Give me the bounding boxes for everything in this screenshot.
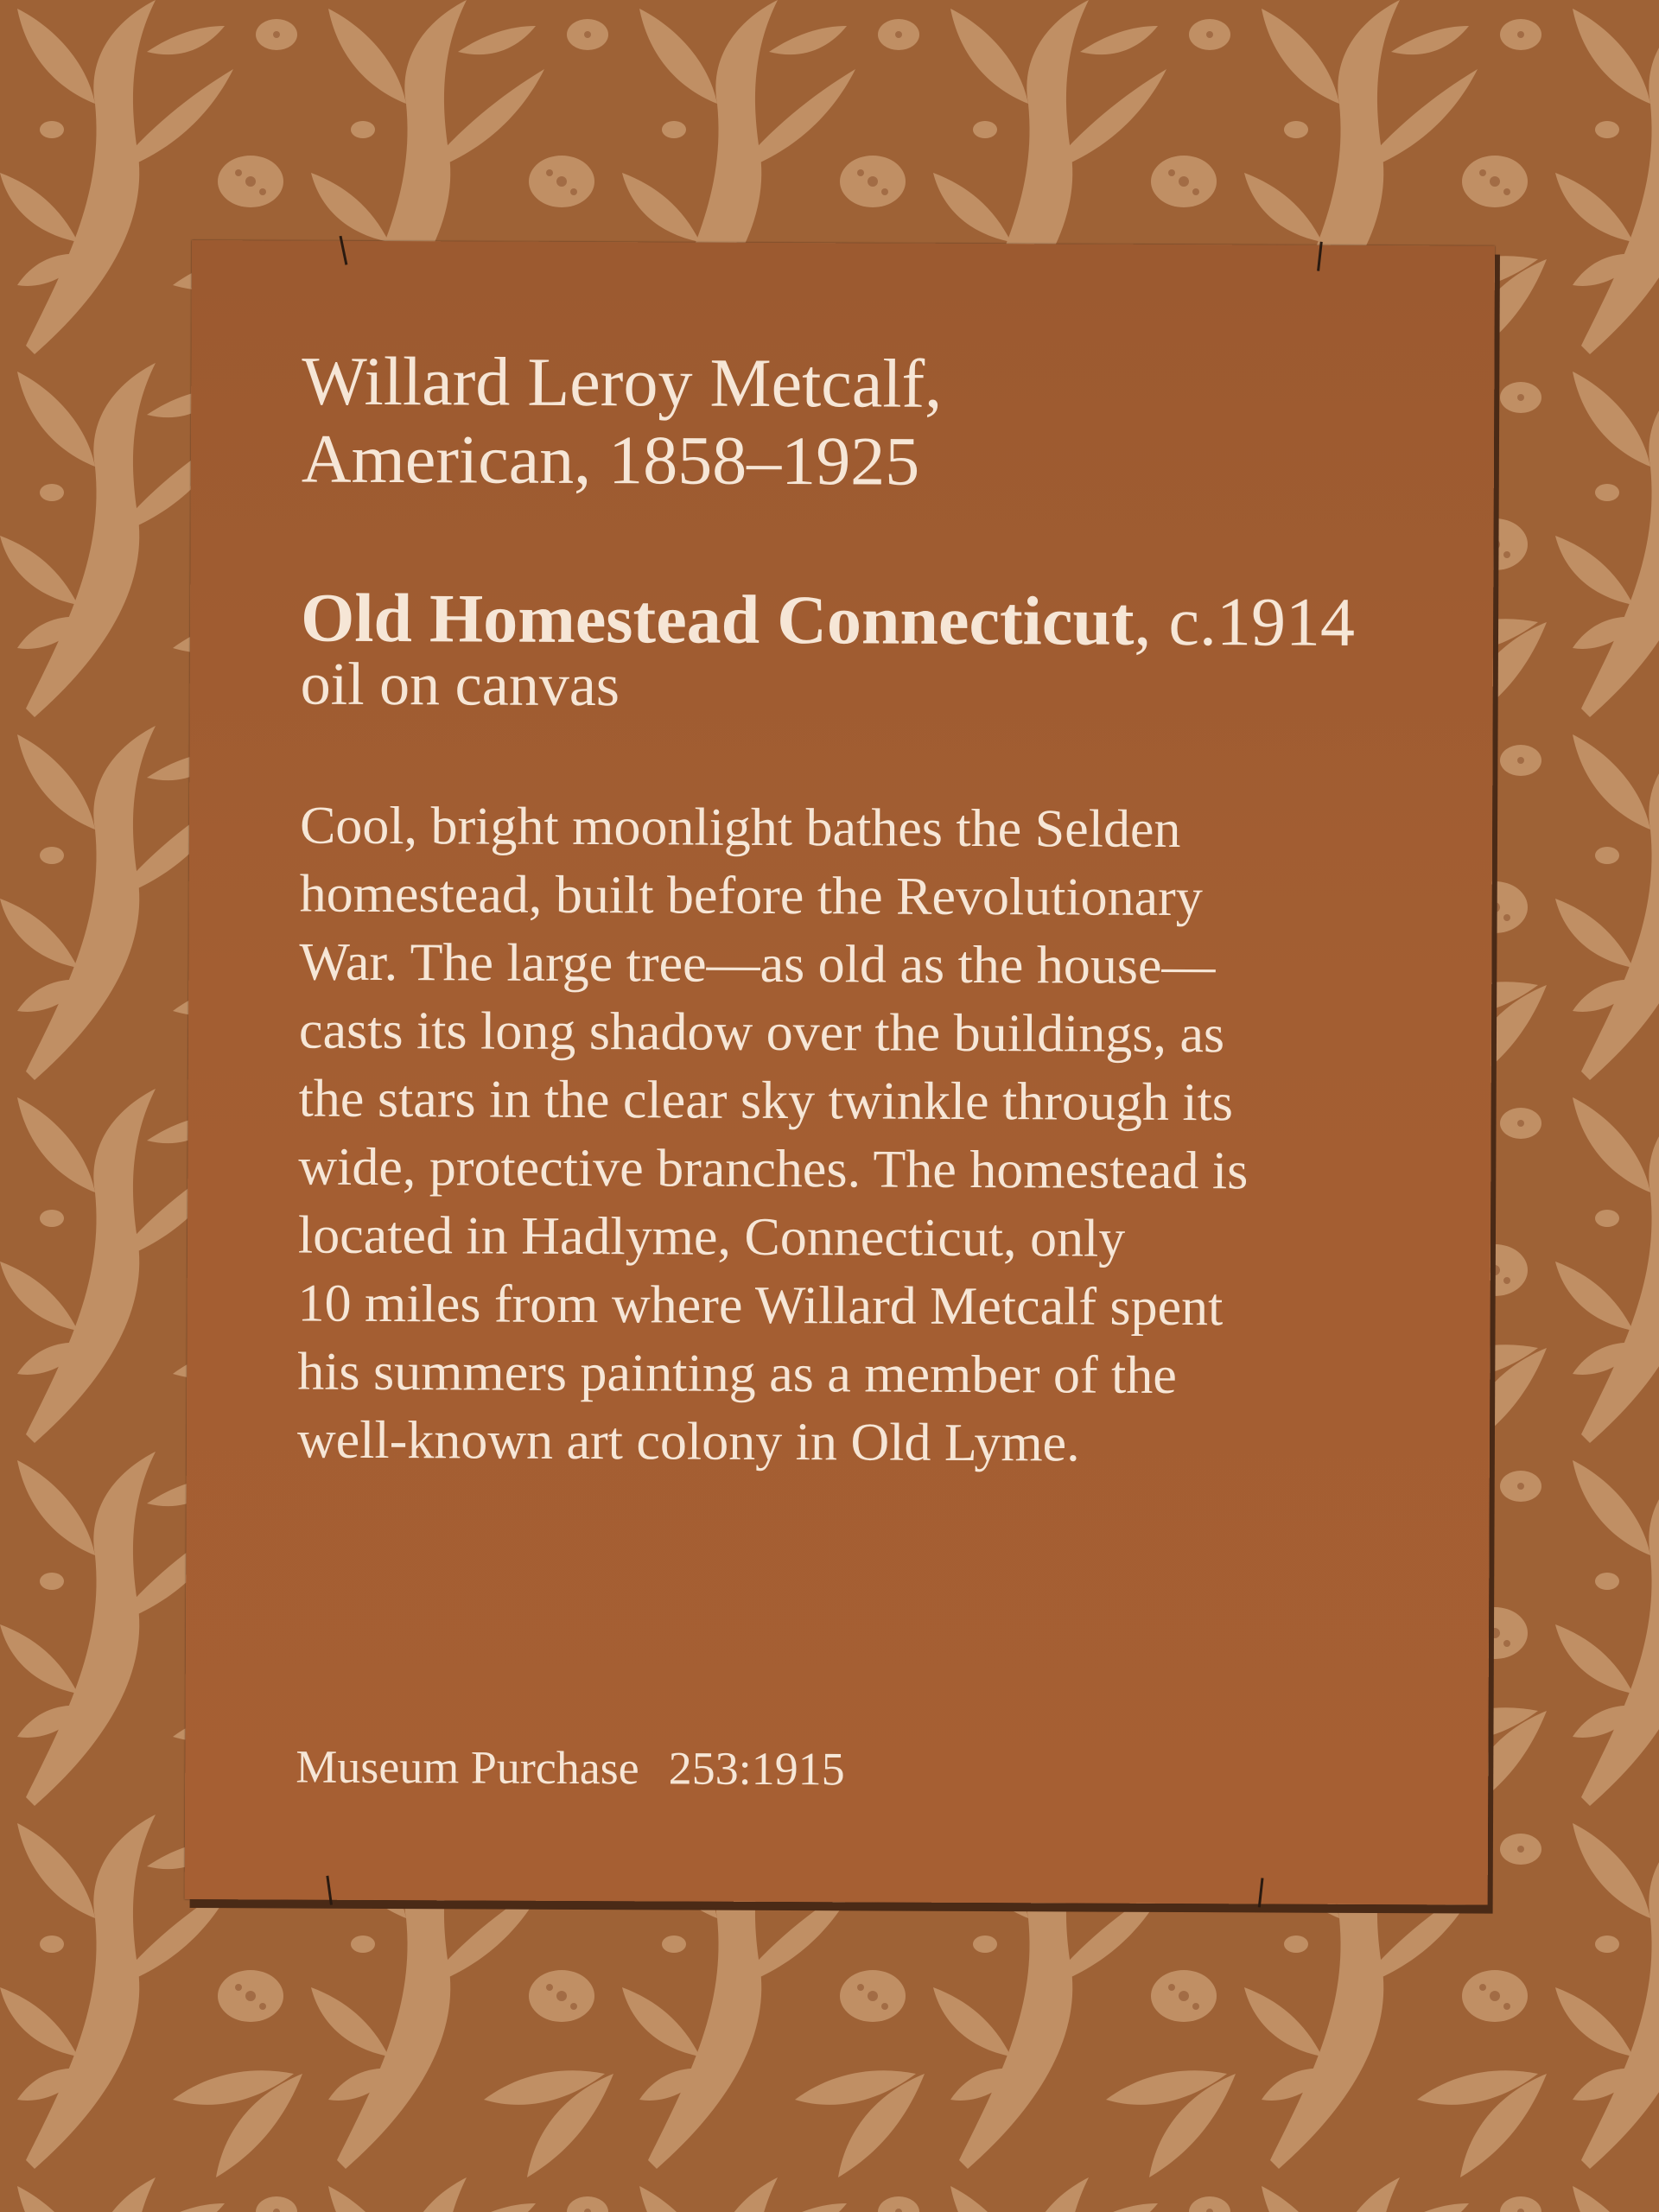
artwork-description: [297, 792, 1414, 1480]
artwork-title-line: [301, 580, 1355, 662]
artist-nationality-dates: American, 1858–1925: [301, 421, 920, 500]
credit-text: Museum Purchase: [296, 1740, 639, 1795]
description-line: his summers painting as a member of the: [297, 1342, 1178, 1405]
description-line: homestead, built before the Revolutionary: [299, 864, 1203, 928]
description-line: located in Hadlyme, Connecticut, only: [297, 1205, 1126, 1268]
credit-line: [296, 1739, 845, 1797]
description-line: War. The large tree—as old as the house—: [299, 932, 1216, 996]
artist-name: Willard Leroy Metcalf,: [302, 343, 943, 423]
description-line: Cool, bright moonlight bathes the Selden: [299, 796, 1181, 859]
description-line: 10 miles from where Willard Metcalf spent: [297, 1274, 1224, 1338]
accession-number: 253:1915: [668, 1742, 845, 1796]
description-line: well-known art colony in Old Lyme.: [296, 1410, 1080, 1473]
mounting-pin: [1258, 1878, 1264, 1907]
description-line: the stars in the clear sky twinkle through its: [298, 1069, 1234, 1133]
mounting-pin: [340, 236, 348, 265]
museum-label-card: [185, 240, 1495, 1905]
description-line: wide, protective branches. The homestead is: [298, 1137, 1249, 1201]
artwork-title: Old Homestead Connecticut: [300, 580, 1135, 660]
artwork-medium: oil on canvas: [300, 651, 620, 720]
description-line: casts its long shadow over the buildings, as: [298, 1001, 1225, 1065]
mounting-pin: [1317, 242, 1323, 271]
artwork-date: , c.1914: [1134, 583, 1356, 661]
